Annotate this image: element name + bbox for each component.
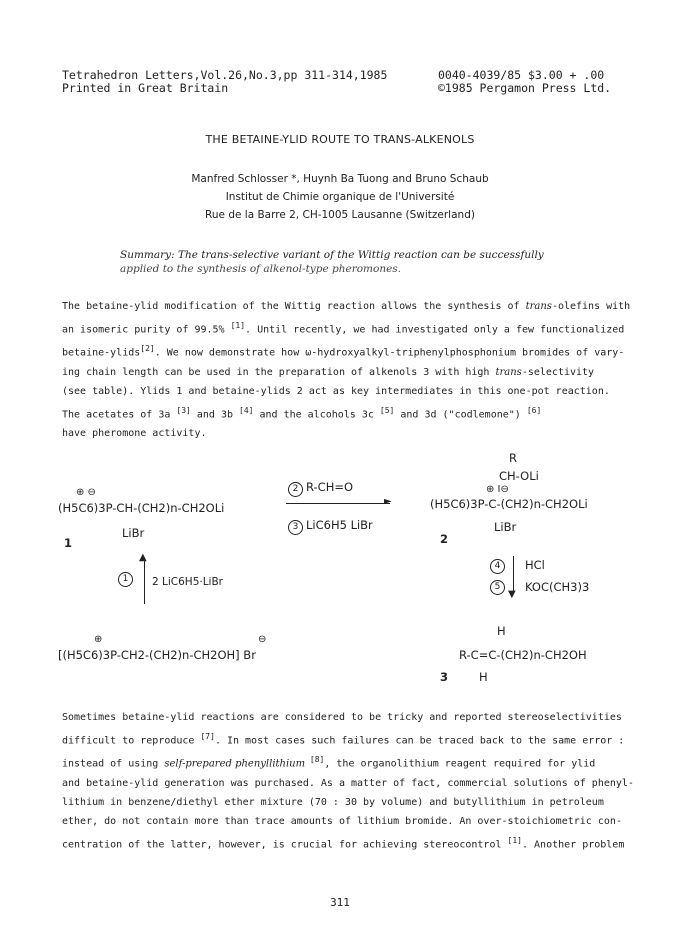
compound-1-label: 1 — [64, 536, 73, 550]
reaction-arrow-up — [144, 560, 145, 604]
authors: Manfred Schlosser *, Huynh Ba Tuong and Bruno Schaub — [191, 173, 489, 185]
printed-in: Printed in Great Britain — [62, 81, 229, 95]
alkenol-formula: R-C=C-(CH2)n-CH2OH — [459, 648, 587, 662]
journal-citation: Tetrahedron Letters,Vol.26,No.3,pp 311-314,1985 — [62, 68, 388, 82]
alkene-h-top: H — [497, 624, 506, 638]
article-title: THE BETAINE-YLID ROUTE TO TRANS-ALKENOLS — [205, 133, 475, 146]
ref-8[interactable]: [8] — [305, 755, 325, 765]
salt-charge-plus: ⊕ — [94, 634, 103, 645]
betaine-charges: ⊕ I⊖ — [486, 484, 509, 495]
ref-4[interactable]: [4] — [239, 405, 254, 415]
step-2-reagent: 2 R-CH=O — [288, 480, 353, 497]
reaction-arrow-right — [286, 503, 390, 504]
ylid-charges: ⊕ ⊖ — [76, 487, 96, 498]
step-4-reagent: HCl — [525, 558, 545, 572]
step-1-reagent: 2 LiC6H5·LiBr — [152, 576, 223, 588]
step-3-reagent: 3 LiC6H5 LiBr — [288, 518, 373, 535]
compound-3-label: 3 — [440, 670, 449, 684]
arrow-head-up: ▲ — [139, 552, 147, 563]
paragraph-1: The betaine-ylid modification of the Wittig reaction allows the synthesis of trans-olefins with an isomeric purity of 99.5% [1]. Until recently, we had investigated only a few functionalized betaine-ylids[2]. We now demonstrate how ω-hydroxyalkyl-triphenylphosphonium bromides of vary- ing chain length can be used in the preparation of alkenols 3 with high trans-selectivity (see table). Ylids 1 and betaine-ylids 2 act as key intermediates in this one-pot reaction. The acetates of 3a [3] and 3b [4] and the alcohols 3c [5] and 3d ("codlemone") [6] have pheromone activity. — [62, 301, 631, 439]
ref-1b[interactable]: [1] — [507, 835, 522, 845]
ref-3[interactable]: [3] — [176, 405, 191, 415]
price-code: 0040-4039/85 $3.00 + .00 — [438, 68, 605, 82]
ref-6[interactable]: [6] — [526, 405, 542, 415]
ref-7[interactable]: [7] — [200, 732, 215, 741]
paragraph-2: Sometimes betaine-ylid reactions are considered to be tricky and reported stereoselectivities difficult to reproduce [7]. In most cases such failures can be traced back to the same error : instead of using self-prepared phenyllithium [8], the organolithium reagent required for ylid and betaine-ylid generation was purchased. As a matter of fact, commercial solutions of phenyl- lithium in benzene/diethyl ether mixture (70 : 30 by volume) and butyllithium in petroleum ether, do not contain more than trace amounts of lithium bromide. An over-stoichiometric con- centration of the latter, however, is crucial for achieving stereocontrol [1]. Another problem — [62, 712, 634, 850]
betaine-choli: CH-OLi — [499, 469, 539, 483]
betaine-r: R — [509, 451, 517, 465]
step-5-reagent: KOC(CH3)3 — [525, 580, 590, 594]
page-number: 311 — [330, 896, 350, 909]
step-4-num: 4 — [490, 557, 508, 574]
institute: Institut de Chimie organique de l'Université — [225, 191, 455, 203]
summary-line-2: applied to the synthesis of alkenol-type pheromones. — [120, 263, 402, 275]
ref-1[interactable]: [1] — [230, 321, 246, 330]
betaine-libr: LiBr — [494, 520, 517, 534]
ref-5[interactable]: [5] — [379, 405, 395, 415]
phosphonium-salt-formula: [(H5C6)3P-CH2-(CH2)n-CH2OH] Br — [58, 648, 256, 662]
summary-line-1: Summary: The trans-selective variant of the Wittig reaction can be successfully — [120, 249, 544, 261]
arrow-head-right: ► — [384, 496, 392, 507]
betaine-formula: (H5C6)3P-C-(CH2)n-CH2OLi — [430, 497, 588, 511]
ref-2[interactable]: [2] — [140, 344, 155, 354]
salt-charge-minus: ⊖ — [258, 634, 267, 645]
ylid-libr: LiBr — [122, 526, 145, 540]
copyright: ©1985 Pergamon Press Ltd. — [438, 81, 612, 95]
ylid-formula: (H5C6)3P-CH-(CH2)n-CH2OLi — [58, 501, 225, 515]
alkene-h-bottom: H — [479, 670, 488, 684]
step-5-num: 5 — [490, 578, 508, 595]
compound-2-label: 2 — [440, 532, 449, 546]
arrow-head-down: ▼ — [508, 589, 516, 600]
address: Rue de la Barre 2, CH-1005 Lausanne (Switzerland) — [205, 209, 475, 221]
step-1-num: 1 — [118, 570, 136, 587]
